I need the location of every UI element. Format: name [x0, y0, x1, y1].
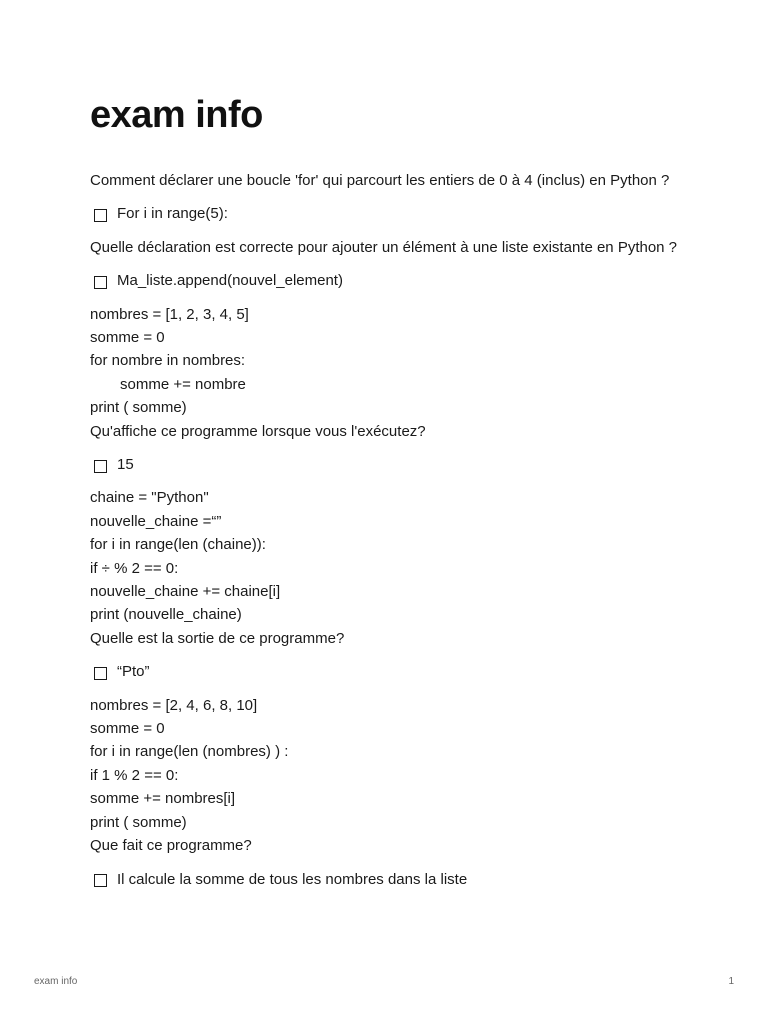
code-line: chaine = "Python" [90, 489, 209, 507]
code-line: somme += nombres[i] [90, 790, 236, 808]
answer-label: 15 [117, 456, 134, 474]
code-line: somme = 0 [90, 720, 165, 738]
code-line: nouvelle_chaine += chaine[i] [90, 583, 281, 601]
checkbox[interactable] [94, 209, 107, 222]
answer-label: Il calcule la somme de tous les nombres dans la liste [117, 870, 468, 888]
question-4-text [90, 486, 690, 650]
checkbox[interactable] [94, 667, 107, 680]
questions-list [90, 169, 690, 901]
code-line: print (nouvelle_chaine) [90, 606, 242, 624]
answer-3[interactable] [94, 453, 690, 476]
checkbox[interactable] [94, 460, 107, 473]
code-line: print ( somme) [90, 399, 187, 417]
answer-label: “Pto” [117, 663, 150, 681]
answer-4[interactable] [94, 660, 690, 683]
answer-2[interactable] [94, 269, 690, 292]
checkbox[interactable] [94, 276, 107, 289]
code-line: if 1 % 2 == 0: [90, 766, 179, 784]
code-line: if ÷ % 2 == 0: [90, 559, 179, 577]
code-line: somme = 0 [90, 329, 165, 346]
code-line: for i in range(len (chaine)): [90, 536, 266, 554]
question-line: Comment déclarer une boucle 'for' qui parcourt les entiers de 0 à 4 (inclus) en Python ? [90, 172, 670, 189]
code-line: for i in range(len (nombres) ) : [90, 743, 289, 761]
question-1-text [90, 169, 690, 192]
question-line: Que fait ce programme? [90, 837, 252, 855]
footer-title: exam info [34, 976, 78, 987]
code-line: print ( somme) [90, 813, 187, 831]
answer-5[interactable] [94, 868, 690, 891]
page-title: exam info [90, 94, 263, 136]
question-2-text [90, 236, 690, 259]
code-line: nouvelle_chaine =“” [90, 512, 222, 530]
code-line: for nombre in nombres: [90, 352, 246, 370]
page-number: 1 [728, 976, 734, 987]
answer-label: Ma_liste.append(nouvel_element) [117, 272, 343, 290]
question-3-text [90, 303, 690, 443]
checkbox[interactable] [94, 874, 107, 887]
code-line: nombres = [1, 2, 3, 4, 5] [90, 305, 249, 323]
code-line: nombres = [2, 4, 6, 8, 10] [90, 696, 258, 714]
question-5-text [90, 694, 690, 858]
code-line: somme += nombre [120, 375, 246, 393]
question-line: Qu'affiche ce programme lorsque vous l'exécutez? [90, 422, 426, 440]
answer-1[interactable] [94, 202, 690, 225]
question-line: Quelle déclaration est correcte pour ajouter un élément à une liste existante en Python ? [90, 238, 678, 256]
answer-label: For i in range(5): [117, 205, 228, 223]
question-line: Quelle est la sortie de ce programme? [90, 629, 345, 647]
